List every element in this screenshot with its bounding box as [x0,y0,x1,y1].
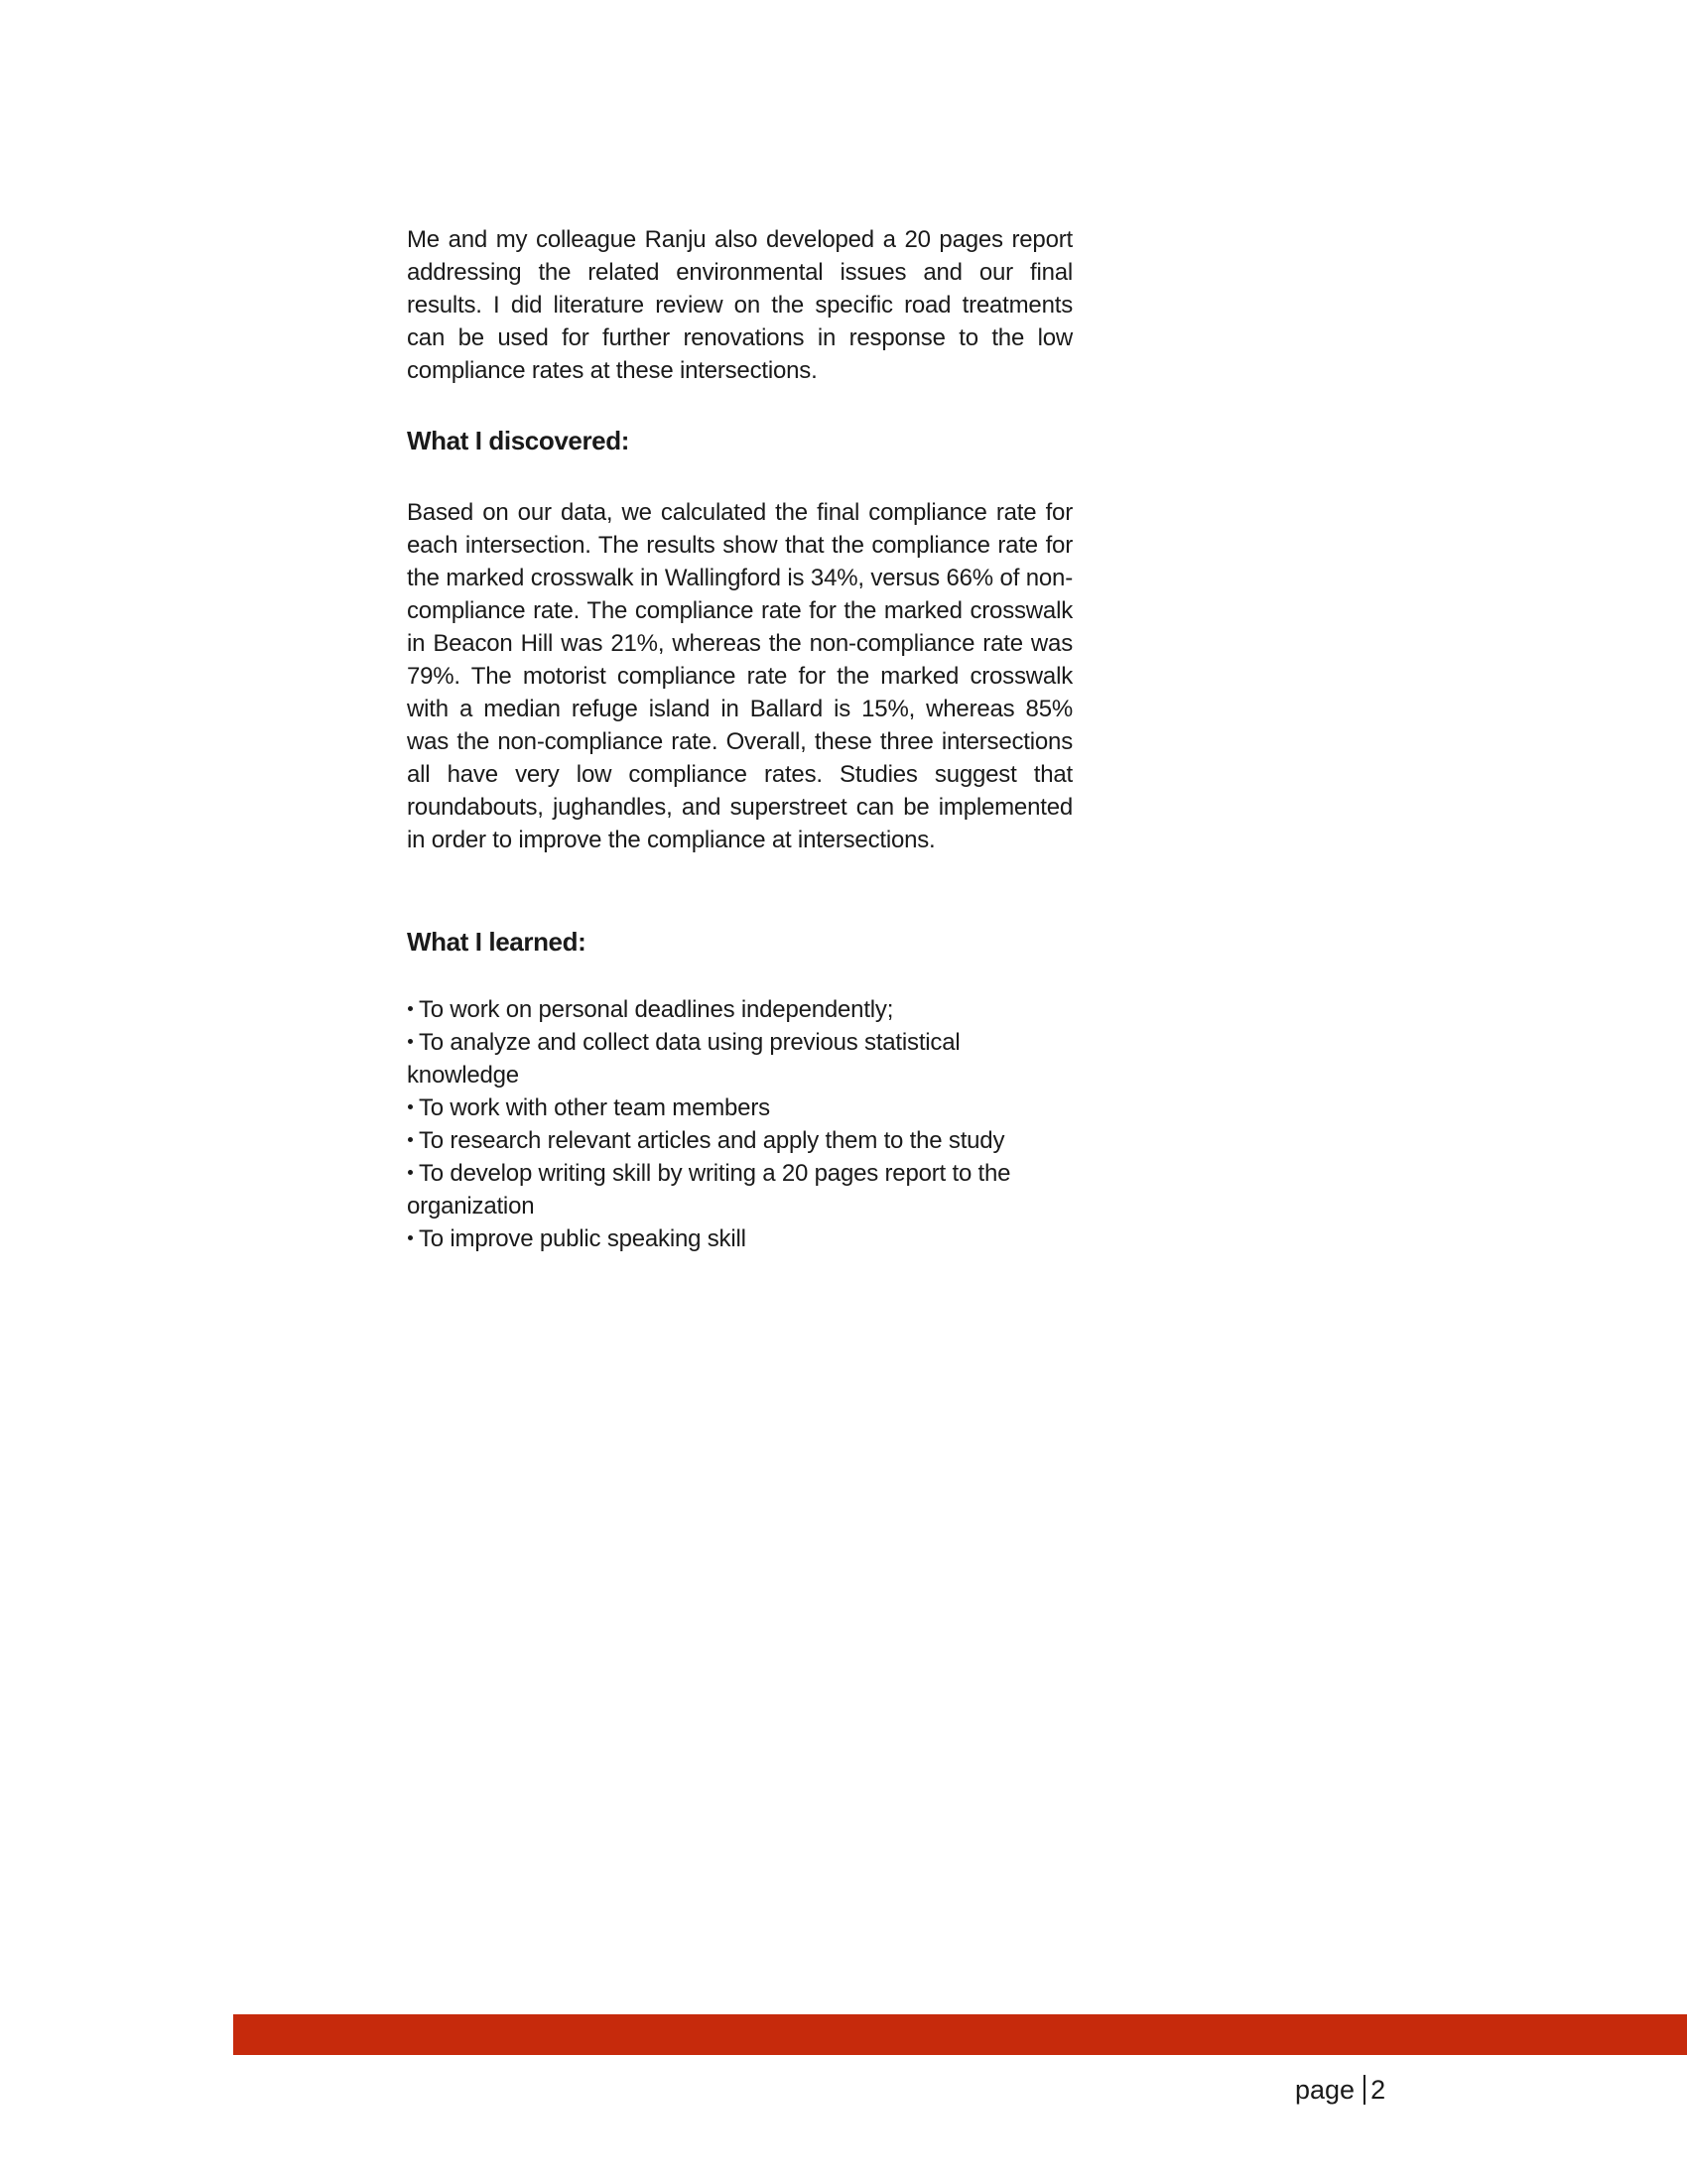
bullet-icon [408,1039,413,1044]
page-number: 2 [1370,2075,1386,2105]
footer-accent-bar [233,2014,1687,2055]
list-item-text: To research relevant articles and apply them to the study [419,1127,1005,1154]
list-item [407,1124,1073,1157]
bullet-icon [408,1137,413,1142]
bullet-icon [408,1006,413,1011]
list-item [407,1157,1073,1222]
intro-paragraph: Me and my colleague Ranju also developed a 20 pages report addressing the related environmental issues and our final results. I did literature review on the specific road treatments can be used for further renovations in response to the low compliance rates at these intersections. [407,226,1073,384]
list-item-text: To analyze and collect data using previous statistical knowledge [407,1029,961,1089]
section-heading-learned: What I learned: [407,927,586,957]
page-separator [1363,2075,1365,2105]
bullet-icon [408,1170,413,1175]
list-item [407,1026,1073,1092]
bullet-icon [408,1235,413,1240]
list-item [407,993,1073,1026]
discovered-paragraph: Based on our data, we calculated the final compliance rate for each intersection. The results show that the compliance rate for the marked crosswalk in Wallingford is 34%, versus 66% of non-compliance rate. The compliance rate for the marked crosswalk in Beacon Hill was 21%, whereas the non-compliance rate was 79%. The motorist compliance rate for the marked crosswalk with a median refuge island in Ballard is 15%, whereas 85% was the non-compliance rate. Overall, these three intersections all have very low compliance rates. Studies suggest that roundabouts, jughandles, and superstreet can be implemented in order to improve the compliance at intersections. [407,499,1073,853]
page-number-footer [1295,2074,1385,2106]
list-item-text: To work on personal deadlines independently; [419,996,894,1023]
section-heading-discovered: What I discovered: [407,426,629,455]
page-label: page [1295,2075,1356,2105]
list-item [407,1092,1073,1124]
list-item [407,1222,1073,1255]
list-item-text: To develop writing skill by writing a 20 pages report to the organization [407,1160,1011,1220]
bullet-icon [408,1104,413,1109]
list-item-text: To improve public speaking skill [419,1225,746,1252]
learned-bullet-list [407,993,1073,1255]
list-item-text: To work with other team members [419,1094,770,1121]
